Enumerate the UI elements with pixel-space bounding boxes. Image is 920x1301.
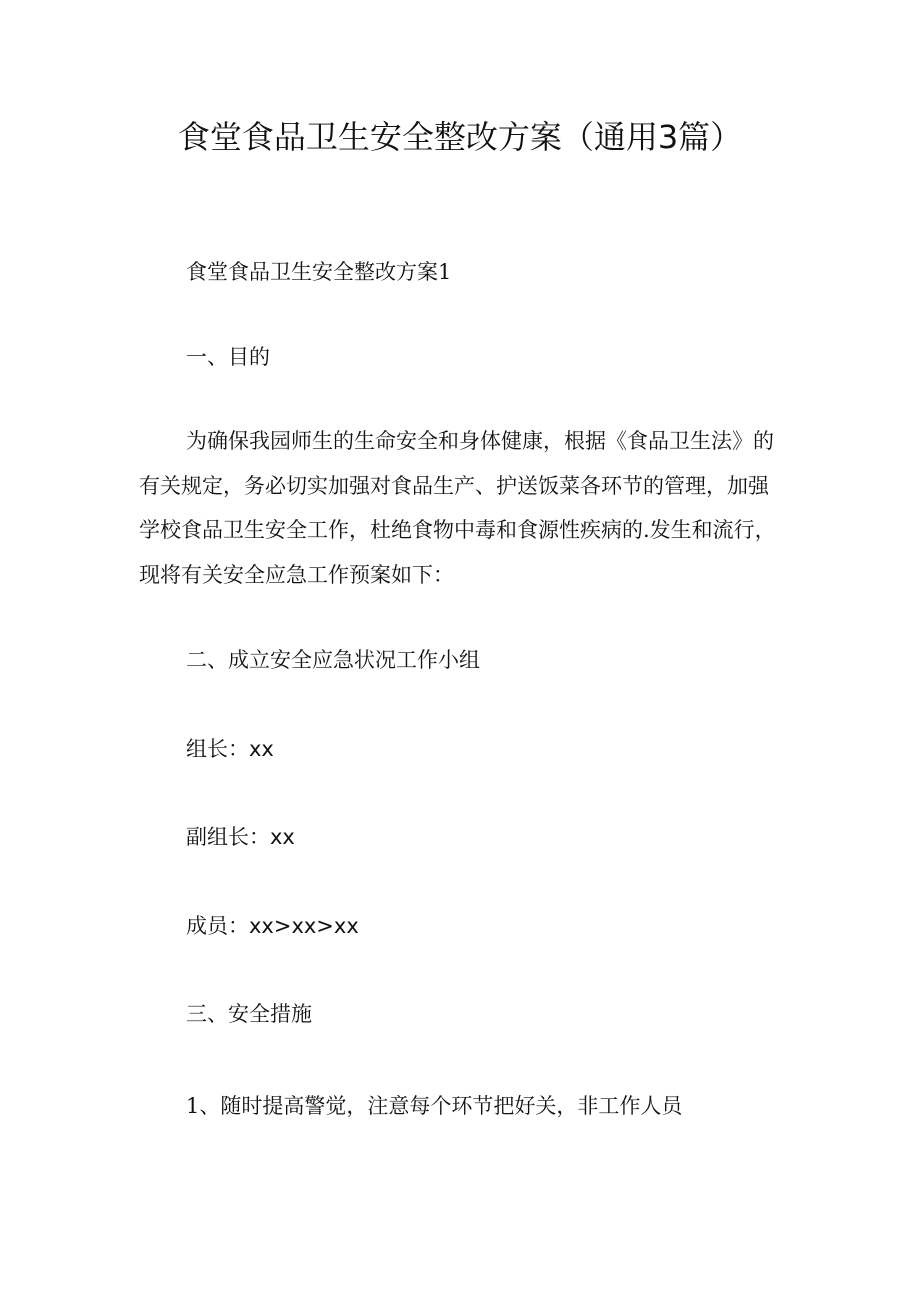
document-title: 食堂食品卫生安全整改方案（通用3篇） (177, 118, 743, 156)
leader-line: 组长：xx (186, 737, 274, 761)
section-1-paragraph-line-4: 现将有关安全应急工作预案如下： (139, 563, 454, 587)
vice-leader-line: 副组长：xx (186, 825, 295, 849)
subtitle: 食堂食品卫生安全整改方案1 (186, 260, 452, 284)
members-line: 成员：xx>xx>xx (186, 914, 359, 938)
section-3-heading: 三、安全措施 (186, 1002, 312, 1026)
section-1-heading: 一、目的 (186, 345, 270, 369)
section-1-paragraph-line-1: 为确保我园师生的生命安全和身体健康，根据《食品卫生法》的 (186, 429, 774, 453)
section-1-paragraph-line-3: 学校食品卫生安全工作，杜绝食物中毒和食源性疾病的.发生和流行， (139, 518, 776, 542)
section-3-item-1: 1、随时提高警觉，注意每个环节把好关，非工作人员 (186, 1094, 683, 1118)
section-1-paragraph-line-2: 有关规定，务必切实加强对食品生产、护送饭菜各环节的管理，加强 (139, 474, 769, 498)
section-2-heading: 二、成立安全应急状况工作小组 (186, 648, 480, 672)
